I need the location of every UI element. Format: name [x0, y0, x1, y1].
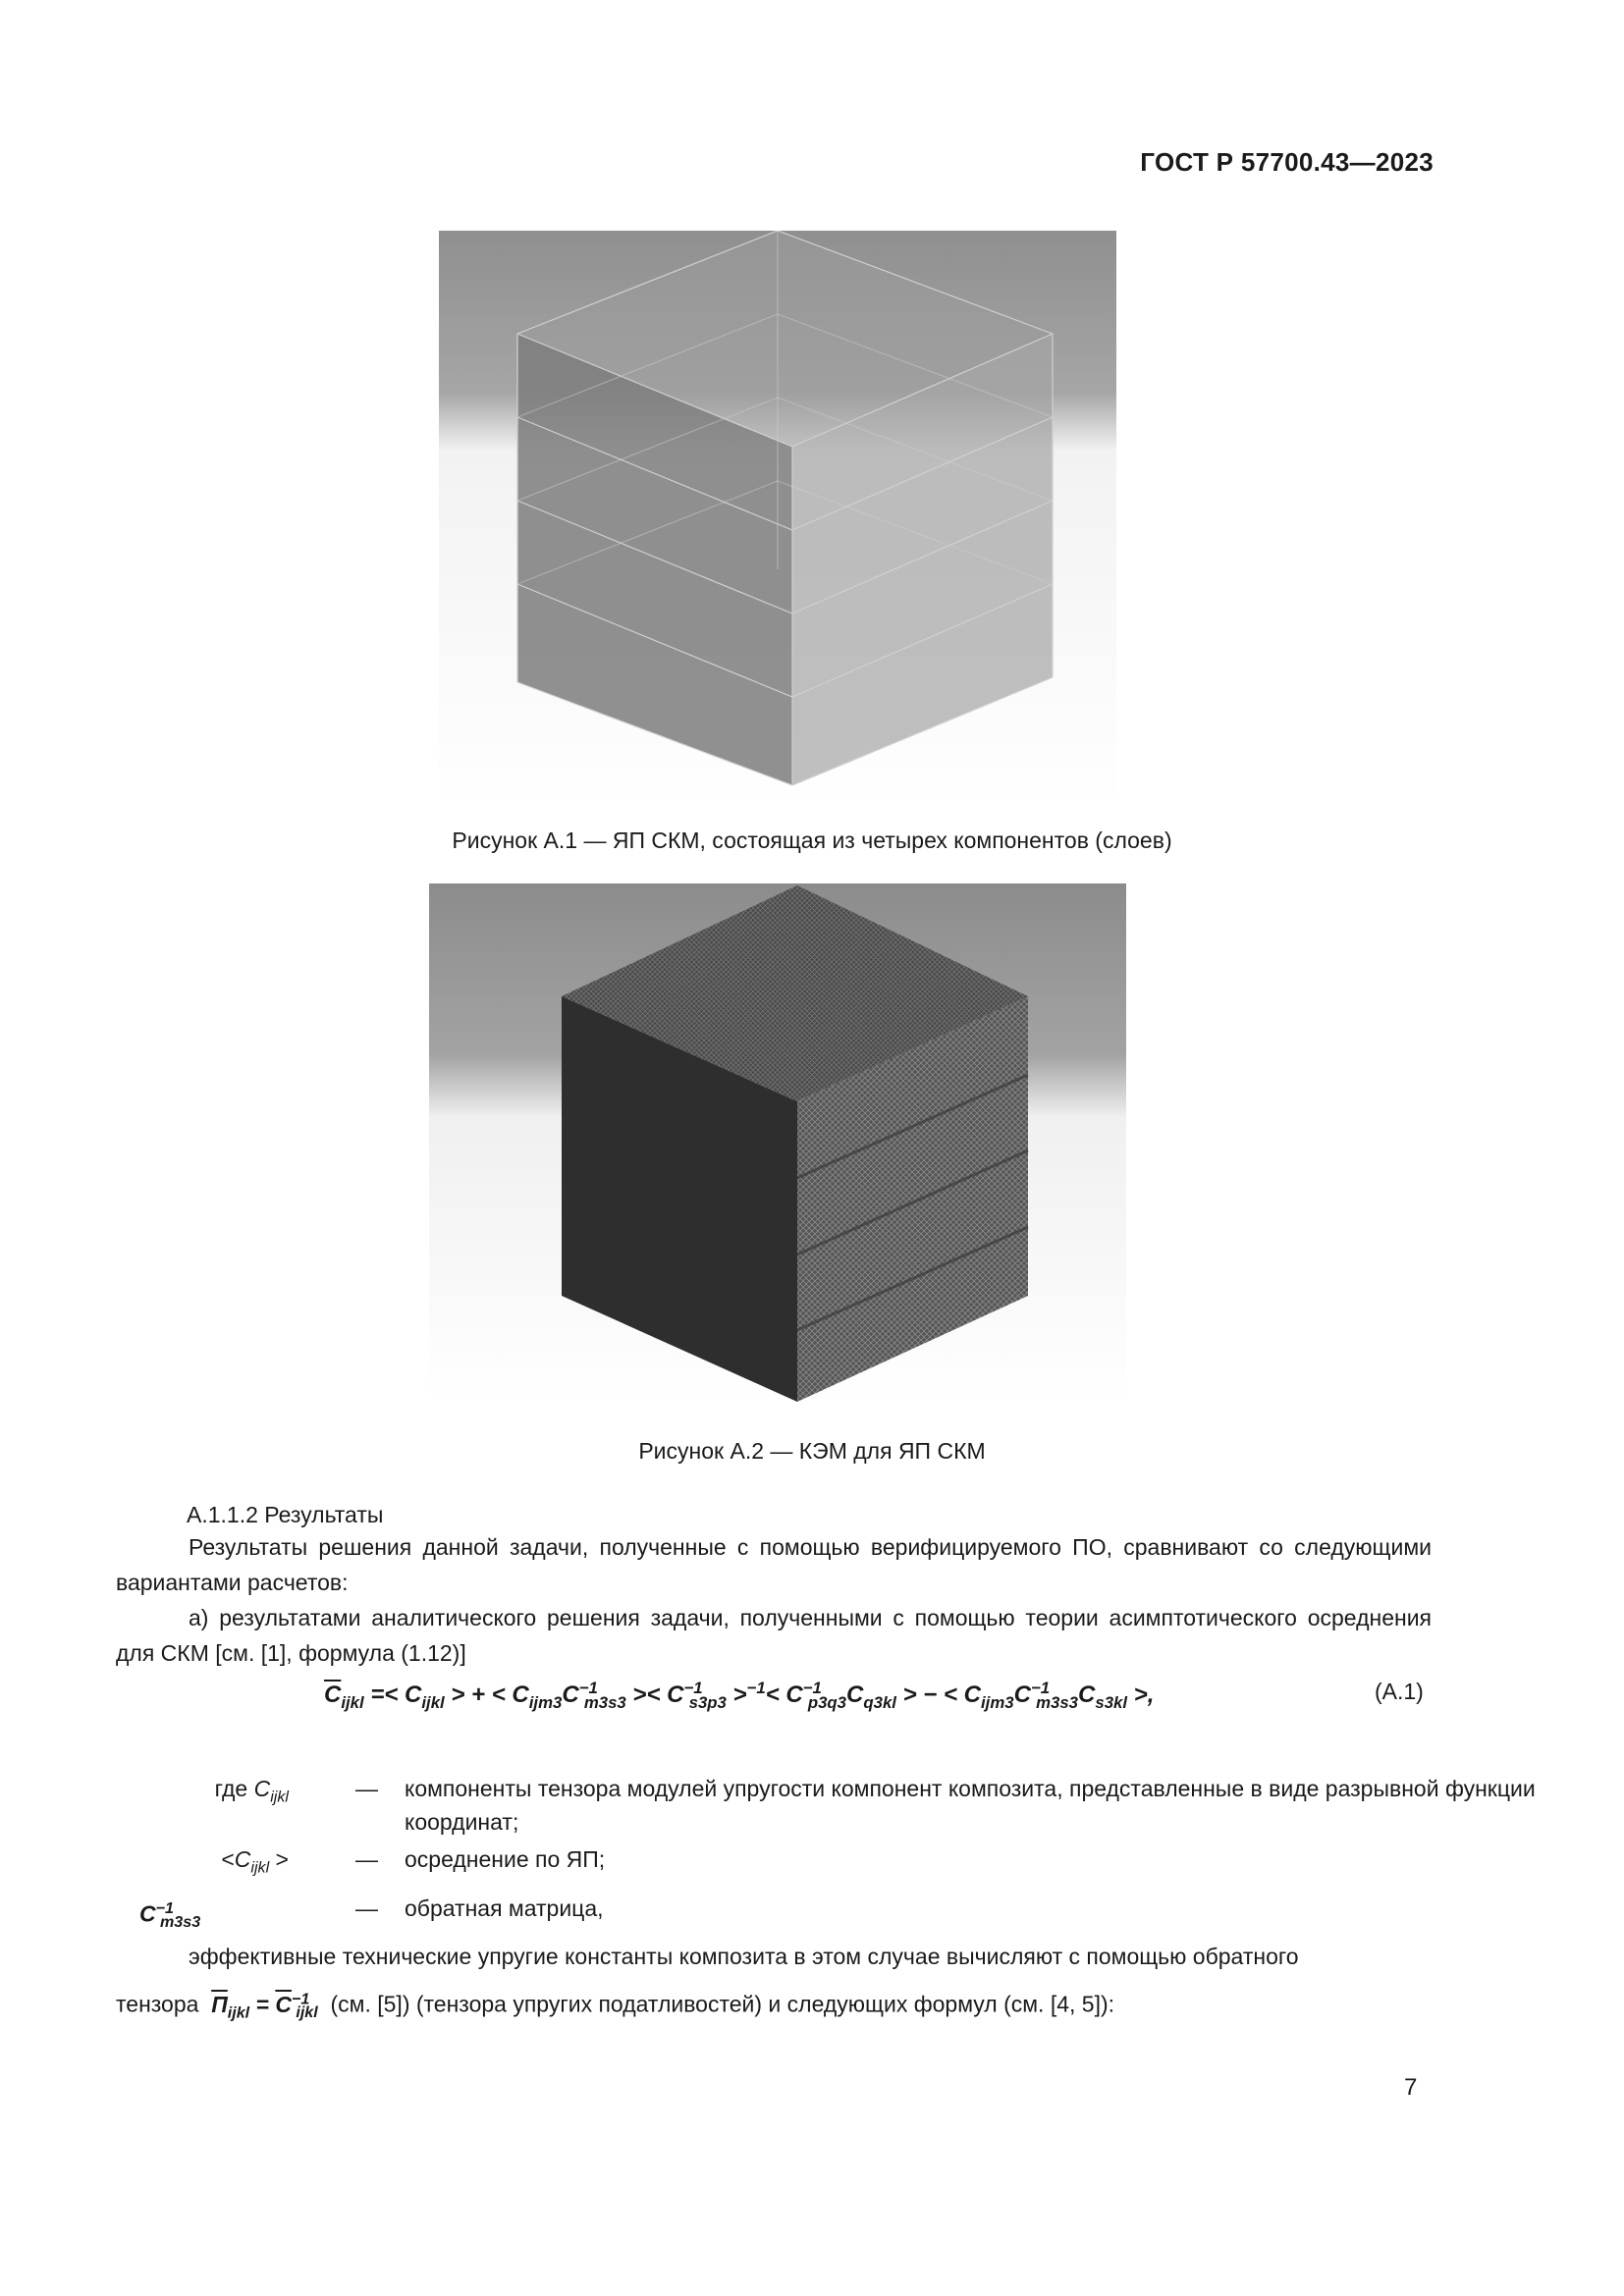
where-term: $<C_{ijkl}$ > — [221, 1846, 289, 1877]
where-prefix: где — [214, 1776, 248, 1801]
where-definition: осреднение по ЯП; — [405, 1846, 606, 1872]
closing-suffix: (см. [5]) (тензора упругих податливостей) и следующих формул (см. [4, 5]): — [330, 1991, 1115, 2017]
figure-a1-caption: Рисунок А.1 — ЯП СКМ, состоящая из четырех компонентов (слоев) — [452, 828, 1172, 853]
figure-a2-caption: Рисунок А.2 — КЭМ для ЯП СКМ — [638, 1438, 986, 1464]
where-dash: — — [355, 1846, 378, 1872]
section-heading: А.1.1.2 Результаты — [187, 1502, 384, 1527]
figure-a1-layered-cube — [439, 231, 1116, 810]
where-definition: обратная матрица, — [405, 1896, 604, 1921]
closing-prefix: тензора — [116, 1991, 199, 2017]
where-term: где $C_{ijkl}$ — [214, 1776, 289, 1806]
section-intro-paragraph: Результаты решения данной задачи, полученные с помощью верифицируемого ПО, сравнивают со следующими вариантами расчетов: — [116, 1534, 1432, 1595]
document-header: ГОСТ Р 57700.43—2023 — [1140, 147, 1434, 177]
where-definition: компоненты тензора модулей упругости компонент композита, представленные в виде разрывной функции координат; — [405, 1776, 1536, 1835]
inline-compliance-formula: $П_{ijkl} = \overline{C}^{-1}_{ijkl}$ — [211, 1990, 318, 2022]
figure-a2-mesh-cube — [429, 883, 1126, 1404]
equation-a1-number: (А.1) — [1375, 1679, 1424, 1704]
where-dash: — — [355, 1776, 378, 1801]
where-dash: — — [355, 1896, 378, 1921]
equation-a1-body: $\overline{C}_{ijkl} =< C_{ijkl}$ > + < $C_{ijm3}C^{-1}_{m3s3} >< C^{-1}_{s3p3} >^{-1}< C^{-1}_{p3q3}C_{q3kl}$ > − < $C_{ijm3}C^{-1}_{m3s3}C_{s3kl}$ >, — [324, 1679, 1155, 1712]
closing-line-2 — [116, 1981, 1432, 2030]
item-a-paragraph: а) результатами аналитического решения задачи, полученными с помощью теории асимптотического осреднения для СКМ [см. [1], формула (1.12)] — [116, 1605, 1432, 1666]
closing-line-1: эффективные технические упругие константы композита в этом случае вычисляют с помощью обратного — [189, 1944, 1299, 1969]
where-term: $C^{-1}_{m3s3}$ — [139, 1899, 201, 1932]
page-number: 7 — [1404, 2074, 1418, 2101]
where-list — [116, 1772, 1536, 1949]
